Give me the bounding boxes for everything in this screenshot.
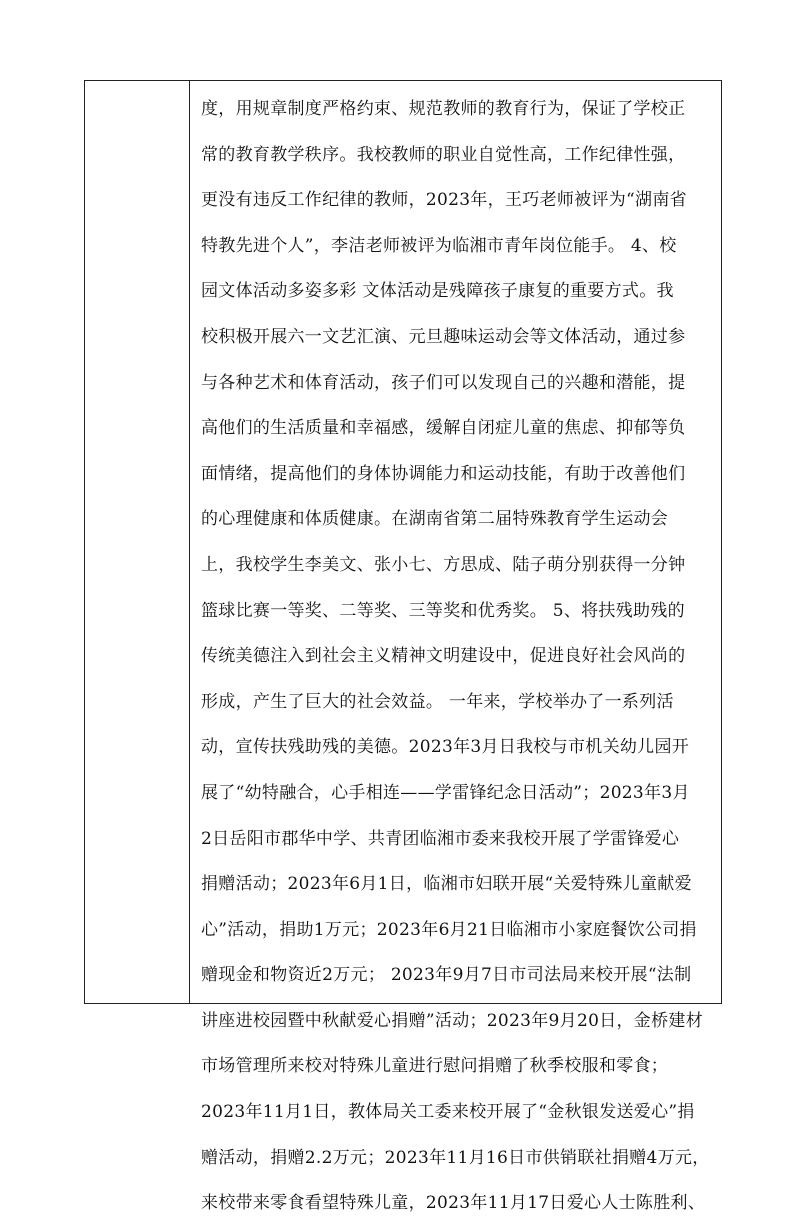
text-line: 常的教育教学秩序。我校教师的职业自觉性高，工作纪律性强， bbox=[201, 144, 686, 165]
text-line: 市场管理所来校对特殊儿童进行慰问捐赠了秋季校服和零食； bbox=[201, 1056, 669, 1077]
text-line: 更没有违反工作纪律的教师，2023年，王巧老师被评为“湖南省 bbox=[201, 190, 687, 211]
text-line: 校积极开展六一文艺汇演、元旦趣味运动会等文体活动，通过参 bbox=[201, 326, 686, 347]
label-cell bbox=[85, 81, 190, 1003]
text-line: 展了“幼特融合，心手相连——学雷锋纪念日活动”；2023年3月 bbox=[201, 782, 690, 803]
text-line: 2023年11月1日，教体局关工委来校开展了“金秋银发送爱心”捐 bbox=[201, 1102, 695, 1123]
text-line: 与各种艺术和体育活动，孩子们可以发现自己的兴趣和潜能，提 bbox=[201, 372, 686, 393]
text-line: 上，我校学生李美文、张小七、方思成、陆子萌分别获得一分钟 bbox=[201, 554, 686, 575]
text-line: 园文体活动多姿多彩 文体活动是残障孩子康复的重要方式。我 bbox=[201, 281, 674, 302]
text-line: 面情绪，提高他们的身体协调能力和运动技能，有助于改善他们 bbox=[201, 463, 686, 484]
text-line: 2日岳阳市郡华中学、共青团临湘市委来我校开展了学雷锋爱心 bbox=[201, 828, 680, 849]
text-line: 捐赠活动；2023年6月1日，临湘市妇联开展“关爱特殊儿童献爱 bbox=[201, 874, 692, 895]
text-line: 形成，产生了巨大的社会效益。 一年来，学校举办了一系列活 bbox=[201, 691, 674, 712]
text-line: 特教先进个人”，李洁老师被评为临湘市青年岗位能手。 4、校 bbox=[201, 235, 677, 256]
text-line: 度，用规章制度严格约束、规范教师的教育行为，保证了学校正 bbox=[201, 99, 686, 119]
text-line: 篮球比赛一等奖、二等奖、三等奖和优秀奖。 5、将扶残助残的 bbox=[201, 600, 685, 621]
text-line: 来校带来零食看望特殊儿童，2023年11月17日爱心人士陈胜利、 bbox=[201, 1193, 706, 1214]
text-line: 的心理健康和体质健康。在湖南省第二届特殊教育学生运动会 bbox=[201, 509, 669, 530]
content-cell bbox=[190, 81, 721, 1214]
table-frame bbox=[84, 80, 722, 1214]
text-line: 传统美德注入到社会主义精神文明建设中，促进良好社会风尚的 bbox=[201, 646, 686, 667]
text-line: 高他们的生活质量和幸福感，缓解自闭症儿童的焦虑、抑郁等负 bbox=[201, 418, 686, 439]
text-line: 赠现金和物资近2万元； 2023年9月7日市司法局来校开展“法制 bbox=[201, 965, 692, 986]
text-line: 动，宣传扶残助残的美德。2023年3月日我校与市机关幼儿园开 bbox=[201, 737, 690, 758]
text-line: 心”活动，捐助1万元；2023年6月21日临湘市小家庭餐饮公司捐 bbox=[201, 919, 697, 940]
text-line: 讲座进校园暨中秋献爱心捐赠”活动；2023年9月20日，金桥建材 bbox=[201, 1010, 704, 1031]
text-line: 赠活动，捐赠2.2万元；2023年11月16日市供销联社捐赠4万元， bbox=[201, 1147, 710, 1168]
